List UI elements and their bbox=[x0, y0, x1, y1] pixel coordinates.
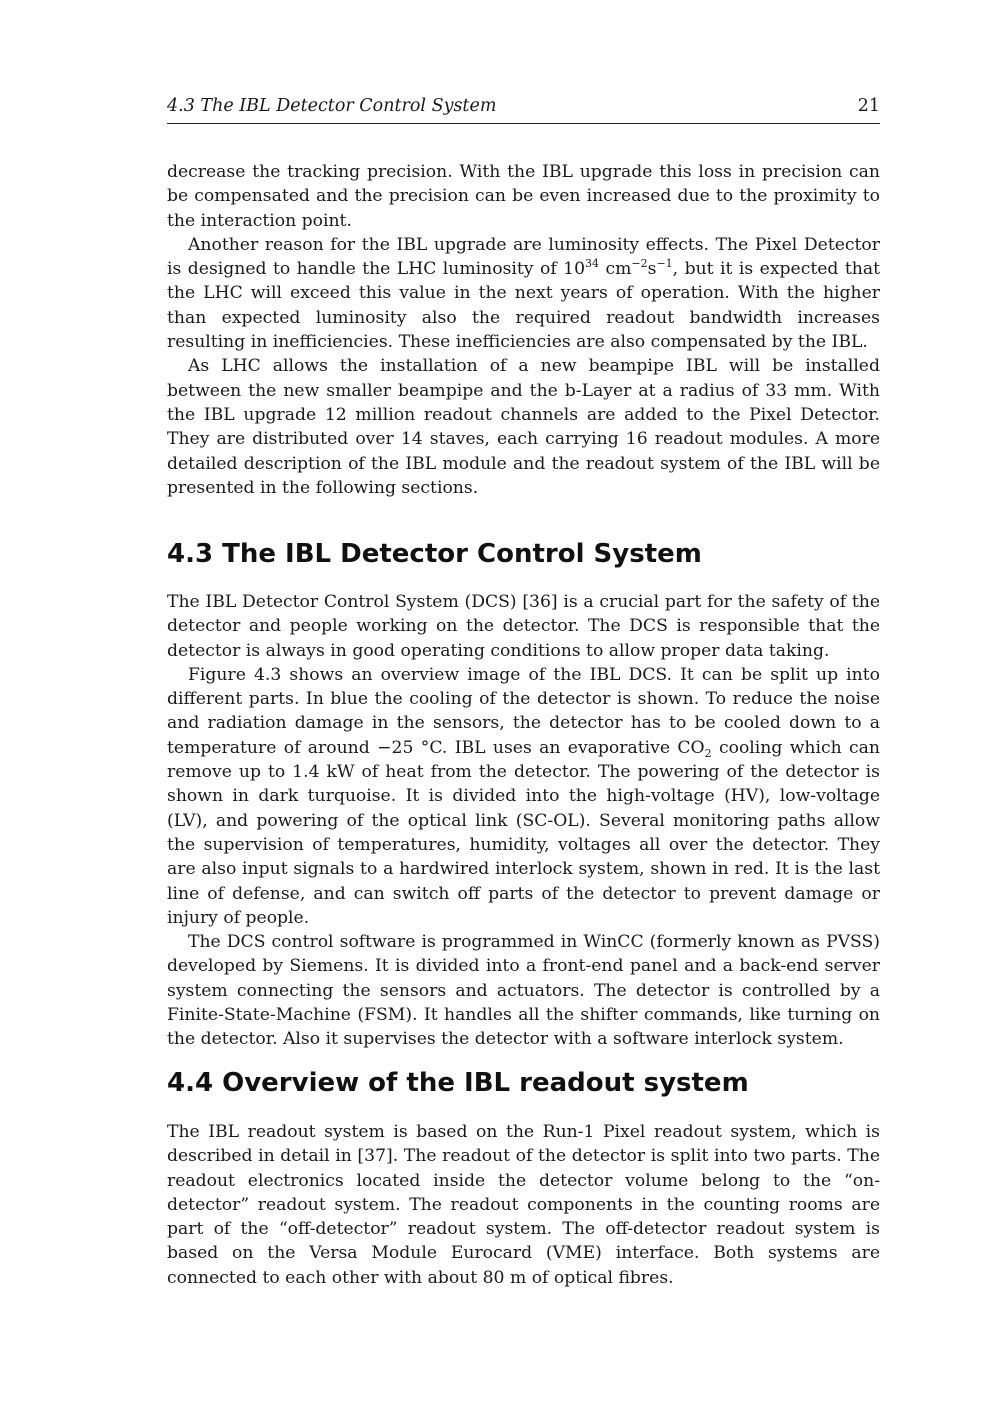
running-header-title: 4.3 The IBL Detector Control System bbox=[167, 96, 497, 116]
running-header bbox=[167, 96, 880, 124]
dcs-paragraph-3: The DCS control software is programmed in WinCC (formerly known as PVSS) developed by Siemens. It is divided into a front-end panel and a back-end server system connecting the sensors and actuators. The detector is controlled by a Finite-State-Machine (FSM). It handles all the shifter commands, like turning on the detector. Also it supervises the detector with a software interlock system. bbox=[167, 932, 880, 1050]
intro-paragraph-1: decrease the tracking precision. With the IBL upgrade this loss in precision can be compensated and the precision can be even increased due to the proximity to the interaction point. bbox=[167, 162, 880, 231]
readout-paragraph-1: The IBL readout system is based on the Run-1 Pixel readout system, which is described in detail in [37]. The readout of the detector is split into two parts. The readout electronics located inside the detector volume belong to the “on-detector” readout system. The readout components in the counting rooms are part of the “off-detector” readout system. The off-detector readout system is based on the Versa Module Eurocard (VME) interface. Both systems are connected to each other with about 80 m of optical fibres. bbox=[167, 1122, 880, 1288]
intro-paragraph-2: Another reason for the IBL upgrade are luminosity effects. The Pixel Detector is designed to handle the LHC luminosity of $10^{34}$ $cm^{-2}s^{-1}$, but it is expected that the LHC will exceed this value in the next years of operation. With the higher than expected luminosity also the required readout bandwidth increases resulting in inefficiencies. These inefficiencies are also compensated by the IBL. bbox=[167, 234, 880, 353]
dcs-paragraph-1: The IBL Detector Control System (DCS) [36] is a crucial part for the safety of the detector and people working on the detector. The DCS is responsible that the detector is always in good operating conditions to allow proper data taking. bbox=[167, 592, 880, 661]
dcs-paragraph-2: Figure 4.3 shows an overview image of the IBL DCS. It can be split up into different parts. In blue the cooling of the detector is shown. To reduce the noise and radiation damage in the sensors, the detector has to be cooled down to a temperature of around −25 °C. IBL uses an evaporative $CO_2$ cooling which can remove up to 1.4 kW of heat from the detector. The powering of the detector is shown in dark turquoise. It is divided into the high-voltage (HV), low-voltage (LV), and powering of the optical link (SC-OL). Several monitoring paths allow the supervision of temperatures, humidity, voltages all over the detector. They are also input signals to a hardwired interlock system, shown in red. It is the last line of defense, and can switch off parts of the detector to prevent damage or injury of people. bbox=[167, 664, 880, 928]
section-heading-4-3: 4.3 The IBL Detector Control System bbox=[167, 539, 702, 569]
section-4-4-body bbox=[167, 1120, 880, 1290]
intro-block bbox=[167, 160, 880, 500]
section-4-3-body bbox=[167, 590, 880, 1052]
intro-paragraph-3: As LHC allows the installation of a new beampipe IBL will be installed between the new smaller beampipe and the b-Layer at a radius of 33 mm. With the IBL upgrade 12 million readout channels are added to the Pixel Detector. They are distributed over 14 staves, each carrying 16 readout modules. A more detailed description of the IBL module and the readout system of the IBL will be presented in the following sections. bbox=[167, 356, 880, 498]
page-number: 21 bbox=[857, 96, 880, 116]
section-heading-4-4: 4.4 Overview of the IBL readout system bbox=[167, 1068, 749, 1098]
